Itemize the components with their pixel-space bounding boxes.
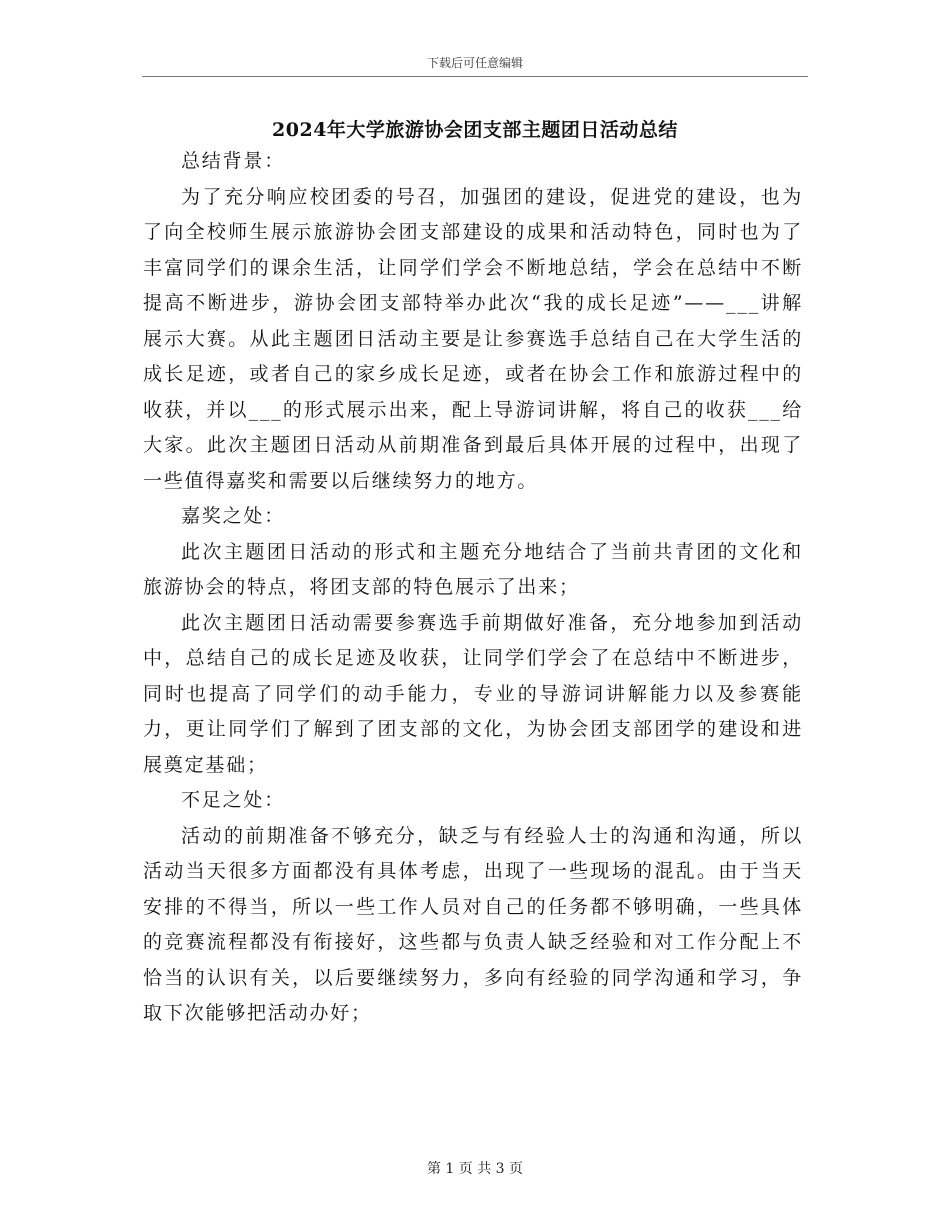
paragraph-shortcoming-1: 活动的前期准备不够充分，缺乏与有经验人士的沟通和沟通，所以活动当天很多方面都没有具体考虑，出现了一些现场的混乱。由于当天安排的不得当，所以一些工作人员对自己的任务都不够明确，一些具体的竞赛流程都没有衔接好，这些都与负责人缺乏经验和对工作分配上不恰当的认识有关，以后要继续努力，多向有经验的同学沟通和学习，争取下次能够把活动办好； [143,824,803,1024]
page-number: 第 1 页 共 3 页 [426,1161,524,1177]
section-heading-merits: 嘉奖之处： [181,505,286,527]
paragraph-background: 为了充分响应校团委的号召，加强团的建设，促进党的建设，也为了向全校师生展示旅游协会团支部建设的成果和活动特色，同时也为了丰富同学们的课余生活，让同学们学会不断地总结，学会在总结中不断提高不断进步，游协会团支部特举办此次“我的成长足迹”——___讲解展示大赛。从此主题团日活动主要是让参赛选手总结自己在大学生活的成长足迹，或者自己的家乡成长足迹，或者在协会工作和旅游过程中的收获，并以___的形式展示出来，配上导游词讲解，将自己的收获___给大家。此次主题团日活动从前期准备到最后具体开展的过程中，出现了一些值得嘉奖和需要以后继续努力的地方。 [143,185,803,492]
section-heading-shortcomings: 不足之处： [181,789,286,811]
document-title: 2024年大学旅游协会团支部主题团日活动总结 [272,119,678,141]
section-heading-background: 总结背景： [181,150,286,172]
header-divider [142,76,808,77]
paragraph-merit-1: 此次主题团日活动的形式和主题充分地结合了当前共青团的文化和旅游协会的特点，将团支部的特色展示了出来； [143,540,803,598]
header-note: 下载后可任意编辑 [426,56,523,70]
paragraph-merit-2: 此次主题团日活动需要参赛选手前期做好准备，充分地参加到活动中，总结自己的成长足迹及收获，让同学们学会了在总结中不断进步，同时也提高了同学们的动手能力，专业的导游词讲解能力以及参赛能力，更让同学们了解到了团支部的文化，为协会团支部团学的建设和进展奠定基础； [143,611,803,776]
document-body [143,144,803,1032]
